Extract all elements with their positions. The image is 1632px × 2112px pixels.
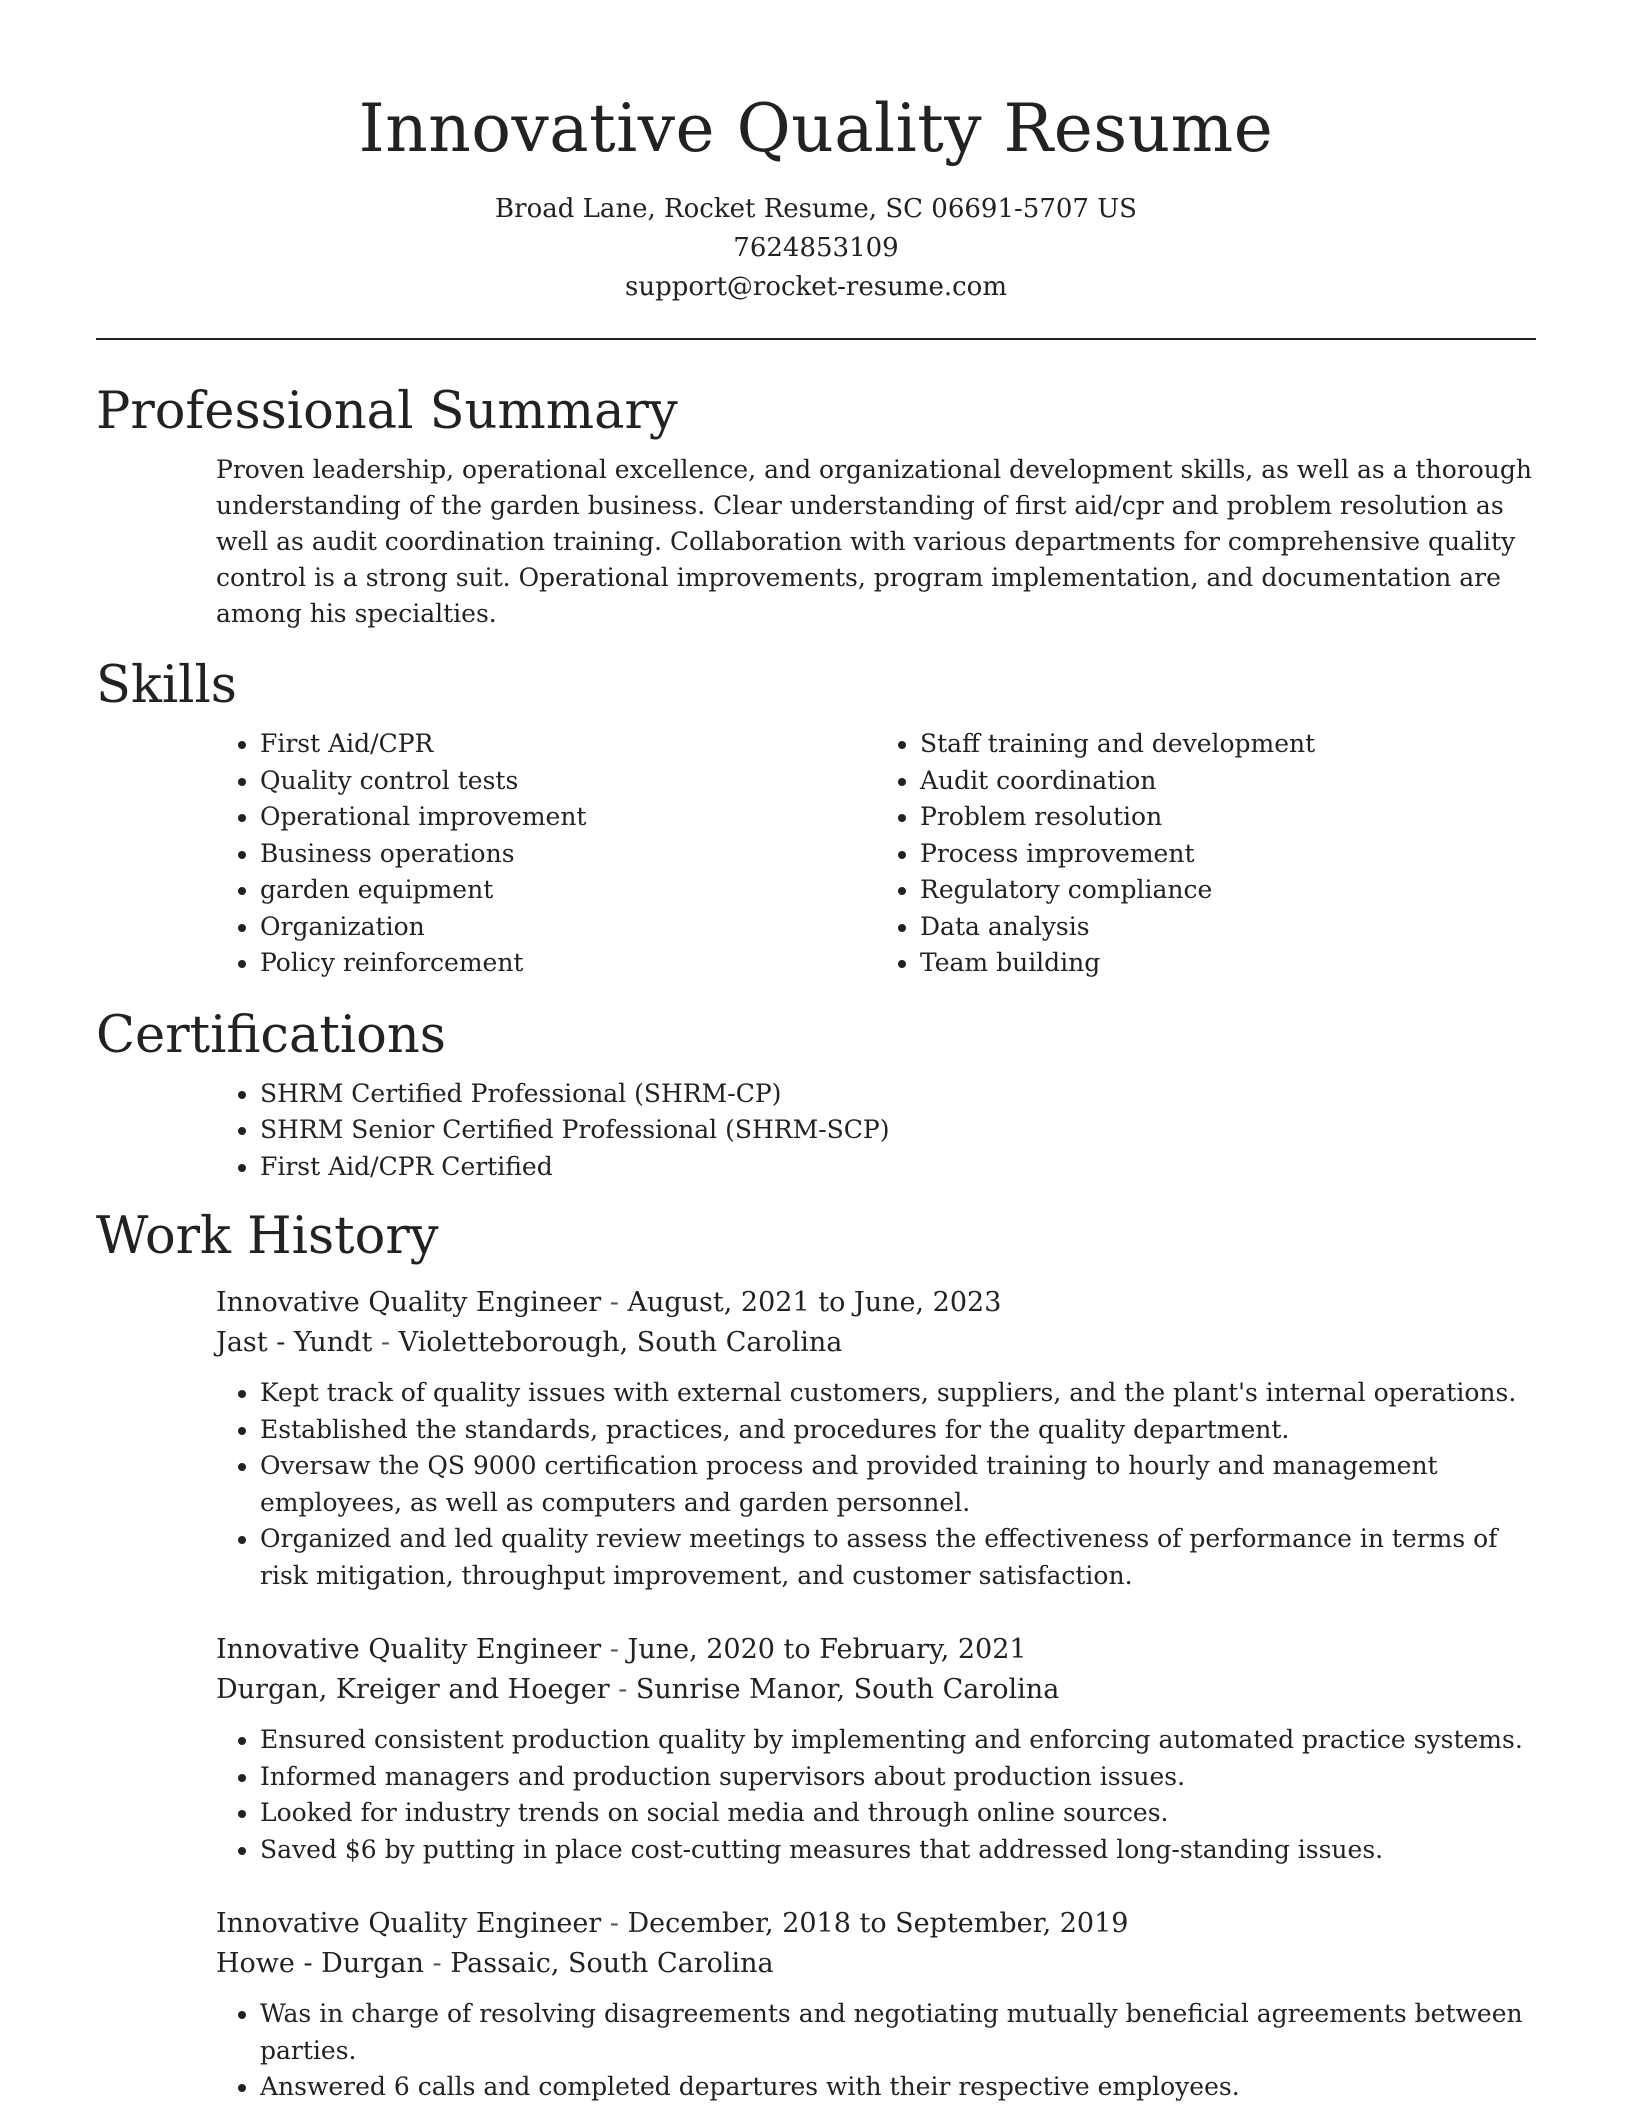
job-entry xyxy=(216,1630,1536,1868)
skill-item: • Audit coordination xyxy=(920,763,1536,800)
skill-item: • Problem resolution xyxy=(920,799,1536,836)
job-bullet: • Saved $6 by putting in place cost-cutting measures that addressed long-standing issues. xyxy=(260,1832,1536,1869)
skill-item: • Operational improvement xyxy=(260,799,876,836)
summary-title: Professional Summary xyxy=(96,382,678,441)
header-divider xyxy=(96,338,1536,340)
job-location: Passaic, South Carolina xyxy=(450,1948,774,1979)
job-entry xyxy=(216,1904,1536,2106)
skill-item: • Team building xyxy=(920,945,1536,982)
skills-columns xyxy=(216,726,1536,982)
job-company-line xyxy=(216,1670,1536,1710)
job-separator: - xyxy=(423,1948,451,1979)
job-bullet: • Answered 6 calls and completed departures with their respective employees. xyxy=(260,2069,1536,2106)
skill-item: • Policy reinforcement xyxy=(260,945,876,982)
job-bullet: • Kept track of quality issues with external customers, suppliers, and the plant's internal operations. xyxy=(260,1375,1536,1412)
skills-section xyxy=(96,654,1536,982)
job-bullet: • Was in charge of resolving disagreements and negotiating mutually beneficial agreements between parties. xyxy=(260,1996,1536,2069)
contact-address: Broad Lane, Rocket Resume, SC 06691-5707 US xyxy=(495,194,1137,224)
job-company: Howe - Durgan xyxy=(216,1948,424,1979)
skills-list-right xyxy=(876,726,1536,982)
skill-item: • Staff training and development xyxy=(920,726,1536,763)
job-heading xyxy=(216,1904,1536,1944)
job-bullets xyxy=(96,1722,1536,1868)
job-location: Violetteborough, South Carolina xyxy=(398,1327,843,1358)
job-separator: - xyxy=(601,1634,628,1665)
job-bullets xyxy=(96,1996,1536,2106)
skill-item: • garden equipment xyxy=(260,872,876,909)
skills-list-left xyxy=(216,726,876,982)
certification-item: • SHRM Senior Certified Professional (SHRM-SCP) xyxy=(260,1112,1536,1149)
contact-phone: 7624853109 xyxy=(733,233,899,263)
resume-name: Innovative Quality Resume xyxy=(358,90,1274,167)
job-bullets xyxy=(96,1375,1536,1594)
job-company-line xyxy=(216,1323,1536,1363)
job-bullet: • Organized and led quality review meetings to assess the effectiveness of performance in terms of risk mitigation, throughput improvement, and customer satisfaction. xyxy=(260,1521,1536,1594)
job-title: Innovative Quality Engineer xyxy=(216,1634,602,1665)
skill-item: • Organization xyxy=(260,909,876,946)
job-company-line xyxy=(216,1944,1536,1984)
skill-item: • Data analysis xyxy=(920,909,1536,946)
job-separator: - xyxy=(372,1327,399,1358)
skill-item: • Process improvement xyxy=(920,836,1536,873)
job-bullet: • Established the standards, practices, and procedures for the quality department. xyxy=(260,1412,1536,1449)
job-company: Durgan, Kreiger and Hoeger xyxy=(216,1674,610,1705)
job-separator: - xyxy=(601,1908,628,1939)
job-separator: - xyxy=(609,1674,636,1705)
job-entry xyxy=(216,1283,1536,1594)
certification-item: • First Aid/CPR Certified xyxy=(260,1149,1536,1186)
summary-section xyxy=(96,380,1536,632)
certification-item: • SHRM Certified Professional (SHRM-CP) xyxy=(260,1076,1536,1113)
contact-email: support@rocket-resume.com xyxy=(624,272,1007,302)
skill-item: • First Aid/CPR xyxy=(260,726,876,763)
job-separator: - xyxy=(601,1287,628,1318)
summary-text: Proven leadership, operational excellence, and organizational development skills, as well as a thorough understanding of the garden business. Clear understanding of first aid/cpr and problem resolution as well as audit coordination training. Collaboration with various departments for comprehensive quality control is a strong suit. Operational improvements, program implementation, and documentation are among his specialties. xyxy=(216,455,1532,628)
job-dates: June, 2020 to February, 2021 xyxy=(627,1634,1027,1665)
skill-item: • Quality control tests xyxy=(260,763,876,800)
work-history-section xyxy=(96,1205,1536,2106)
work-history-title: Work History xyxy=(96,1207,439,1266)
job-bullet: • Looked for industry trends on social media and through online sources. xyxy=(260,1795,1536,1832)
skill-item: • Business operations xyxy=(260,836,876,873)
job-title: Innovative Quality Engineer xyxy=(216,1908,602,1939)
job-title: Innovative Quality Engineer xyxy=(216,1287,602,1318)
job-bullet: • Informed managers and production supervisors about production issues. xyxy=(260,1759,1536,1796)
job-heading xyxy=(216,1283,1536,1323)
job-location: Sunrise Manor, South Carolina xyxy=(635,1674,1060,1705)
job-company: Jast - Yundt xyxy=(216,1327,373,1358)
job-dates: August, 2021 to June, 2023 xyxy=(627,1287,1002,1318)
job-dates: December, 2018 to September, 2019 xyxy=(627,1908,1129,1939)
job-heading xyxy=(216,1630,1536,1670)
skill-item: • Regulatory compliance xyxy=(920,872,1536,909)
certifications-list xyxy=(216,1076,1536,1186)
skills-title: Skills xyxy=(96,656,237,715)
contact-info xyxy=(96,190,1536,307)
certifications-section xyxy=(96,1004,1536,1186)
job-bullet: • Oversaw the QS 9000 certification process and provided training to hourly and management employees, as well as computers and garden personnel. xyxy=(260,1448,1536,1521)
job-bullet: • Ensured consistent production quality by implementing and enforcing automated practice systems. xyxy=(260,1722,1536,1759)
certifications-title: Certifications xyxy=(96,1005,446,1065)
resume-header xyxy=(96,84,1536,307)
